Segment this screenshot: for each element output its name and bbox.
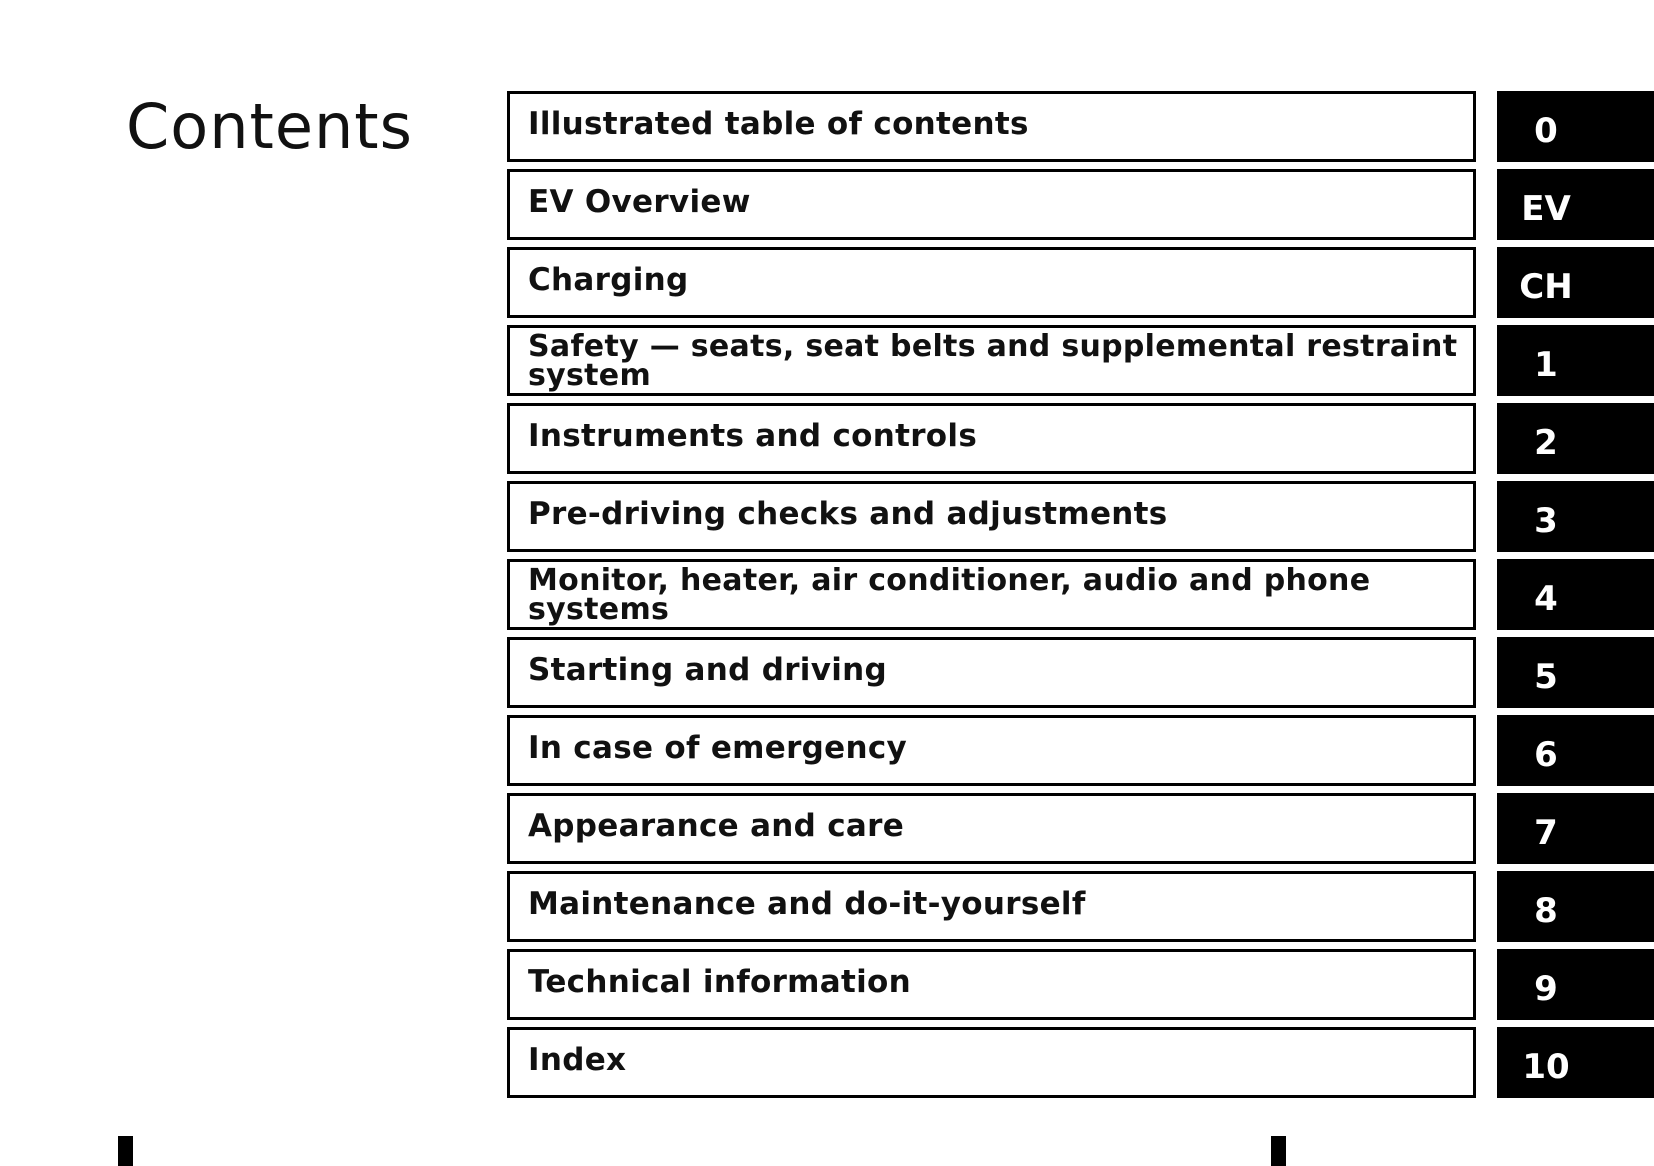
section-tab-8[interactable] (1497, 871, 1654, 942)
section-tab-7[interactable] (1497, 793, 1654, 864)
section-tab-label: 6 (1534, 734, 1558, 775)
section-tab-label: 5 (1534, 656, 1558, 697)
section-tab-ch[interactable] (1497, 247, 1654, 318)
toc-entry-safety[interactable] (507, 325, 1476, 396)
section-tab-1[interactable] (1497, 325, 1654, 396)
toc-entry-instruments-and-controls[interactable] (507, 403, 1476, 474)
toc-entry-charging[interactable] (507, 247, 1476, 318)
toc-entry-in-case-of-emergency[interactable] (507, 715, 1476, 786)
toc-entry-label: Instruments and controls (528, 417, 978, 454)
section-tab-4[interactable] (1497, 559, 1654, 630)
section-tab-label: 9 (1534, 968, 1558, 1009)
toc-entry-label: Charging (528, 261, 689, 298)
section-tab-label: 2 (1534, 422, 1558, 463)
section-tab-label: EV (1521, 188, 1571, 229)
toc-entry-illustrated-table-of-contents[interactable] (507, 91, 1476, 162)
toc-entry-appearance-and-care[interactable] (507, 793, 1476, 864)
section-tab-ev[interactable] (1497, 169, 1654, 240)
toc-entry-label: EV Overview (528, 183, 751, 220)
page-title: Contents (126, 90, 413, 163)
toc-entry-ev-overview[interactable] (507, 169, 1476, 240)
section-tab-label: CH (1519, 266, 1573, 307)
toc-entry-label: Appearance and care (528, 807, 905, 844)
section-tab-label: 0 (1534, 110, 1558, 151)
toc-entry-maintenance[interactable] (507, 871, 1476, 942)
section-tab-label: 10 (1522, 1046, 1570, 1087)
toc-entry-index[interactable] (507, 1027, 1476, 1098)
toc-entry-monitor-heater-audio[interactable] (507, 559, 1476, 630)
toc-entry-label: Index (528, 1041, 627, 1078)
section-tab-0[interactable] (1497, 91, 1654, 162)
crop-mark-right (1271, 1136, 1286, 1166)
toc-entry-label: Monitor, heater, air conditioner, audio and phone systems (528, 562, 1371, 627)
toc-entry-label: Maintenance and do-it-yourself (528, 885, 1086, 922)
section-tab-10[interactable] (1497, 1027, 1654, 1098)
toc-entry-starting-and-driving[interactable] (507, 637, 1476, 708)
toc-entry-label: Starting and driving (528, 651, 888, 688)
toc-entry-label: Technical information (528, 963, 912, 1000)
toc-entry-label: Illustrated table of contents (528, 105, 1029, 142)
toc-entry-pre-driving-checks[interactable] (507, 481, 1476, 552)
section-tab-label: 7 (1534, 812, 1558, 853)
toc-entry-label: Pre-driving checks and adjustments (528, 495, 1168, 532)
section-tab-9[interactable] (1497, 949, 1654, 1020)
section-tab-label: 1 (1534, 344, 1558, 385)
toc-entry-label: In case of emergency (528, 729, 908, 766)
toc-entry-label: Safety — seats, seat belts and supplemental restraint system (528, 328, 1458, 393)
section-tab-label: 4 (1534, 578, 1558, 619)
section-tab-5[interactable] (1497, 637, 1654, 708)
section-tab-6[interactable] (1497, 715, 1654, 786)
section-tab-label: 8 (1534, 890, 1558, 931)
section-tab-3[interactable] (1497, 481, 1654, 552)
toc-entry-technical-information[interactable] (507, 949, 1476, 1020)
section-tab-label: 3 (1534, 500, 1558, 541)
section-tab-2[interactable] (1497, 403, 1654, 474)
crop-mark-left (118, 1136, 133, 1166)
